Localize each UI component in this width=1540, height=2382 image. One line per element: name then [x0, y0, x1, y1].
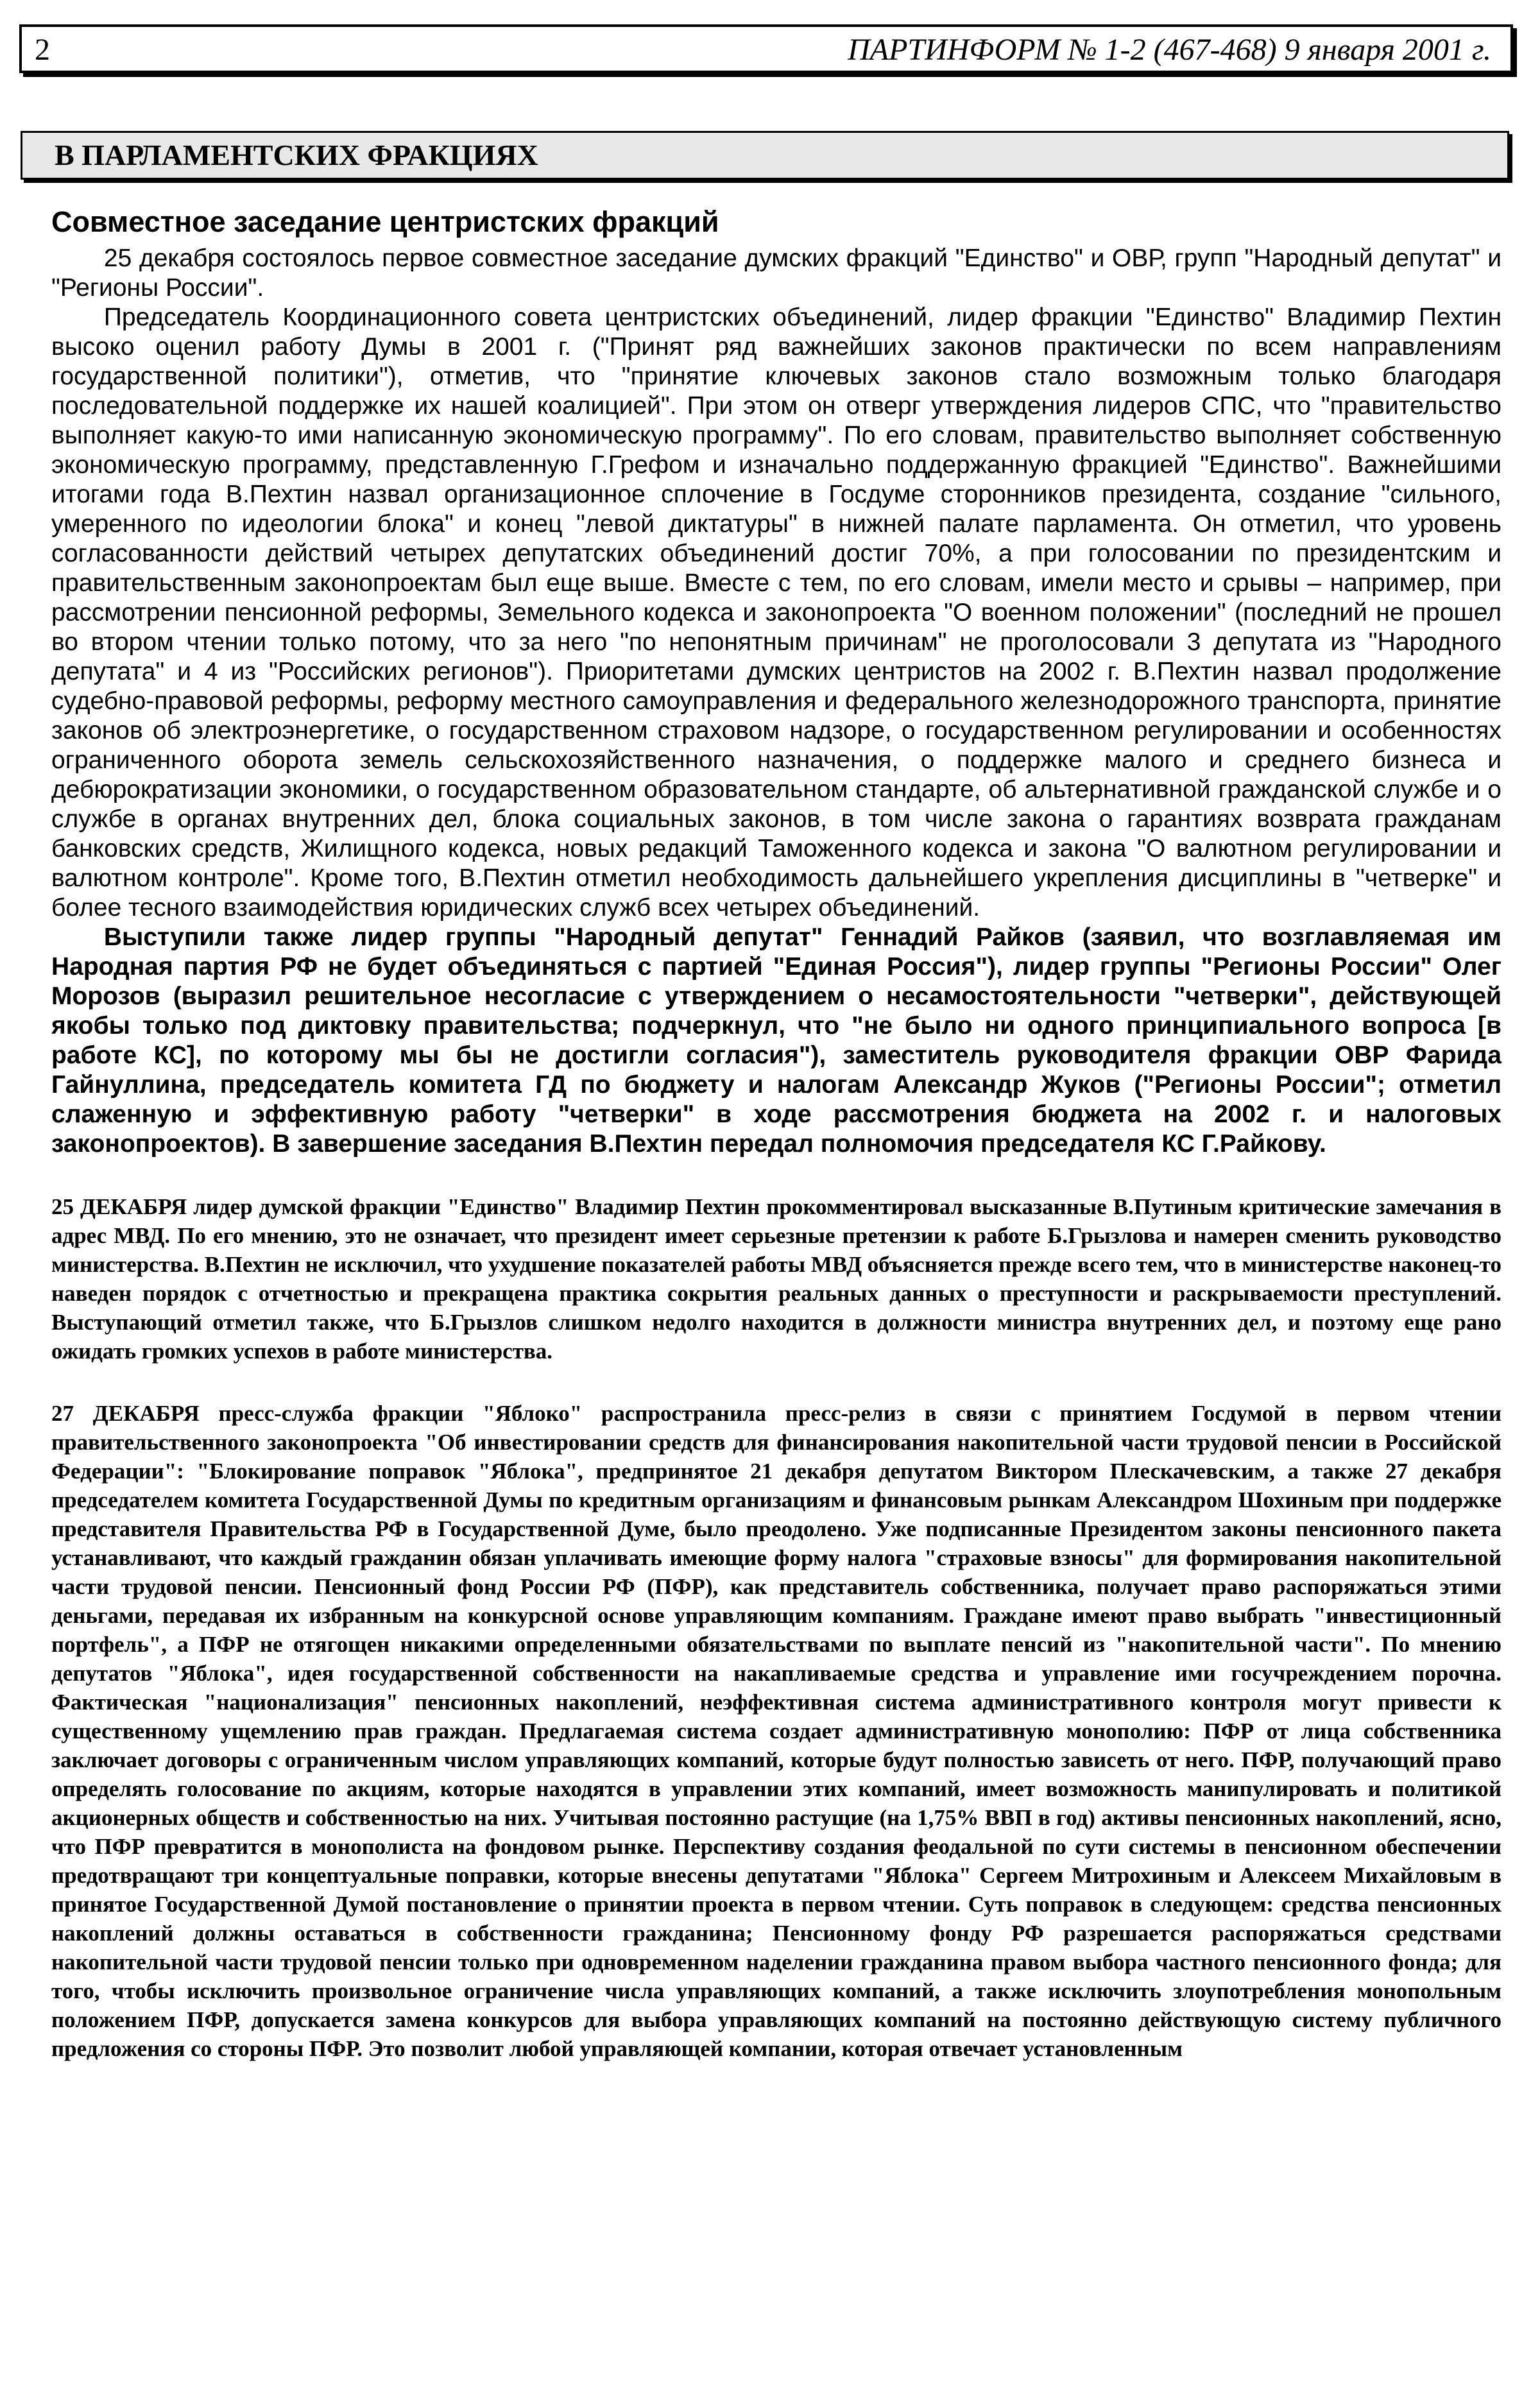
page-header [19, 24, 1513, 73]
article-paragraph: 25 декабря состоялось первое совместное заседание думских фракций "Единство" и ОВР, групп "Народный депутат" и "Регионы России". [51, 244, 1502, 302]
news-item-dec27: 27 ДЕКАБРЯ пресс-служба фракции "Яблоко" распространила пресс-релиз в связи с принятием Госдумой в первом чтении правительственного законопроекта "Об инвестировании средств для финансирования накопительной части трудовой пенсии в Российской Федерации": "Блокирование поправок "Яблока", предпринятое 21 декабря депутатом Виктором Плескачевским, а также 27 декабря председателем комитета Государственной Думы по кредитным организациям и финансовым рынкам Александром Шохиным при поддержке представителя Правительства РФ в Государственной Думе, было преодолено. Уже подписанные Президентом законы пенсионного пакета устанавливают, что каждый гражданин обязан уплачивать имеющие форму налога "страховые взносы" для формирования накопительной части трудовой пенсии. Пенсионный фонд России РФ (ПФР), как представитель собственника, получает право распоряжаться этими деньгами, передавая их избранным на конкурсной основе управляющим компаниям. Граждане имеют право выбрать "инвестиционный портфель", а ПФР не отягощен никакими определенными обязательствами по выплате пенсий из "накопительной части". По мнению депутатов "Яблока", идея государственной собственности на накапливаемые средства и управление ими госучреждением порочна. Фактическая "национализация" пенсионных накоплений, неэффективная система административного контроля могут привести к существенному ущемлению прав граждан. Предлагаемая система создает административную монополию: ПФР от лица собственника заключает договоры с ограниченным числом управляющих компаний, которые будут полностью зависеть от него. ПФР, получающий право определять голосование по акциям, которые находятся в управлении этих компаний, имеет возможность манипулировать и политикой акционерных обществ и собственностью на них. Учитывая постоянно растущие (на 1,75% ВВП в год) активы пенсионных накоплений, ясно, что ПФР превратится в монополиста на фондовом рынке. Перспективу создания феодальной по сути системы в пенсионном обеспечении предотвращают три концептуальные поправки, которые внесены депутатами "Яблока" Сергеем Митрохиным и Алексеем Михайловым в принятое Государственной Думой постановление о принятии проекта в первом чтении. Суть поправок в следующем: средства пенсионных накоплений должны оставаться в собственности гражданина; Пенсионному фонду РФ разрешается распоряжаться средствами накопительной части трудовой пенсии только при одновременном наделении гражданина правом выбора частного пенсионного фонда; для того, чтобы исключить произвольное ограничение числа управляющих компаний, а также исключить злоупотребления монопольным положением ПФР, допускается замена конкурсов для выбора управляющих компаний на постоянно действующую систему публичного предложения со стороны ПФР. Это позволит любой управляющей компании, которая отвечает установленным [51, 1401, 1502, 2061]
article-paragraph: Председатель Координационного совета центристских объединений, лидер фракции "Единство" Владимир Пехтин высоко оценил работу Думы в 2001 г. ("Принят ряд важнейших законов практически по всем направлениям государственной политики"), отметив, что "принятие ключевых законов стало возможным только благодаря последовательной поддержке их нашей коалицией". При этом он отверг утверждения лидеров СПС, что "правительство выполняет какую-то ими написанную экономическую программу". По его словам, правительство выполняет собственную экономическую программу, представленную Г.Грефом и изначально поддержанную фракцией "Единство". Важнейшими итогами года В.Пехтин назвал организационное сплочение в Госдуме сторонников президента, создание "сильного, умеренного по идеологии блока" и конец "левой диктатуры" в нижней палате парламента. Он отметил, что уровень согласованности действий четырех депутатских объединений достиг 70%, а при голосовании по президентским и правительственным законопроектам был еще выше. Вместе с тем, по его словам, имели место и срывы – например, при рассмотрении пенсионной реформы, Земельного кодекса и законопроекта "О военном положении" (последний не прошел во втором чтении только потому, что за него "по непонятным причинам" не проголосовали 3 депутата из "Народного депутата" и 4 из "Российских регионов"). Приоритетами думских центристов на 2002 г. В.Пехтин назвал продолжение судебно-правовой реформы, реформу местного самоуправления и федерального железнодорожного транспорта, принятие законов об электроэнергетике, о государственном страховом надзоре, о государственном регулировании и особенностях ограниченного оборота земель сельскохозяйственного назначения, о поддержке малого и среднего бизнеса и дебюрократизации экономики, о государственном образовательном стандарте, об альтернативной гражданской службе и о службе в органах внутренних дел, блока социальных законов, в том числе закона о гарантиях возврата гражданам банковских средств, Жилищного кодекса, новых редакций Таможенного кодекса и закона "О валютном регулировании и валютном контроле". Кроме того, В.Пехтин отметил необходимость дальнейшего укрепления дисциплины в "четверке" и более тесного взаимодействия юридических служб всех четырех объединений. [51, 304, 1502, 921]
section-heading: В ПАРЛАМЕНТСКИХ ФРАКЦИЯХ [21, 131, 1509, 180]
article-title: Совместное заседание центристских фракций [51, 205, 719, 238]
article-paragraph-bold: Выступили также лидер группы "Народный депутат" Геннадий Райков (заявил, что возглавляемая им Народная партия РФ не будет объединяться с партией "Единая Россия"), лидер группы "Регионы России" Олег Морозов (выразил решительное несогласие с утверждением о несамостоятельности "четверки", действующей якобы только под диктовку правительства; подчеркнул, что "не было ни одного принципиального вопроса [в работе КС], по которому мы бы не достигли согласия"), заместитель руководителя фракции ОВР Фарида Гайнуллина, председатель комитета ГД по бюджету и налогам Александр Жуков ("Регионы России"; отметил слаженную и эффективную работу "четверки" в ходе рассмотрения бюджета на 2002 г. и налоговых законопроектов). В завершение заседания В.Пехтин передал полномочия председателя КС Г.Райкову. [51, 923, 1502, 1158]
spacer [51, 1366, 1502, 1399]
main-content [51, 205, 1502, 2063]
page-number: 2 [35, 33, 50, 67]
spacer [51, 1159, 1502, 1192]
issue-info: ПАРТИНФОРМ № 1-2 (467-468) 9 января 2001 г. [848, 33, 1491, 67]
news-item-dec25: 25 ДЕКАБРЯ лидер думской фракции "Единство" Владимир Пехтин прокомментировал высказанные В.Путиным критические замечания в адрес МВД. По его мнению, это не означает, что президент имеет серьезные претензии к работе Б.Грызлова и намерен сменить руководство министерства. В.Пехтин не исключил, что ухудшение показателей работы МВД объясняется прежде всего тем, что в министерстве наконец-то наведен порядок с отчетностью и прекращена практика сокрытия реальных данных о преступности и раскрываемости преступлений. Выступающий отметил также, что Б.Грызлов слишком недолго находится в должности министра внутренних дел, и поэтому еще рано ожидать громких успехов в работе министерства. [51, 1194, 1502, 1364]
